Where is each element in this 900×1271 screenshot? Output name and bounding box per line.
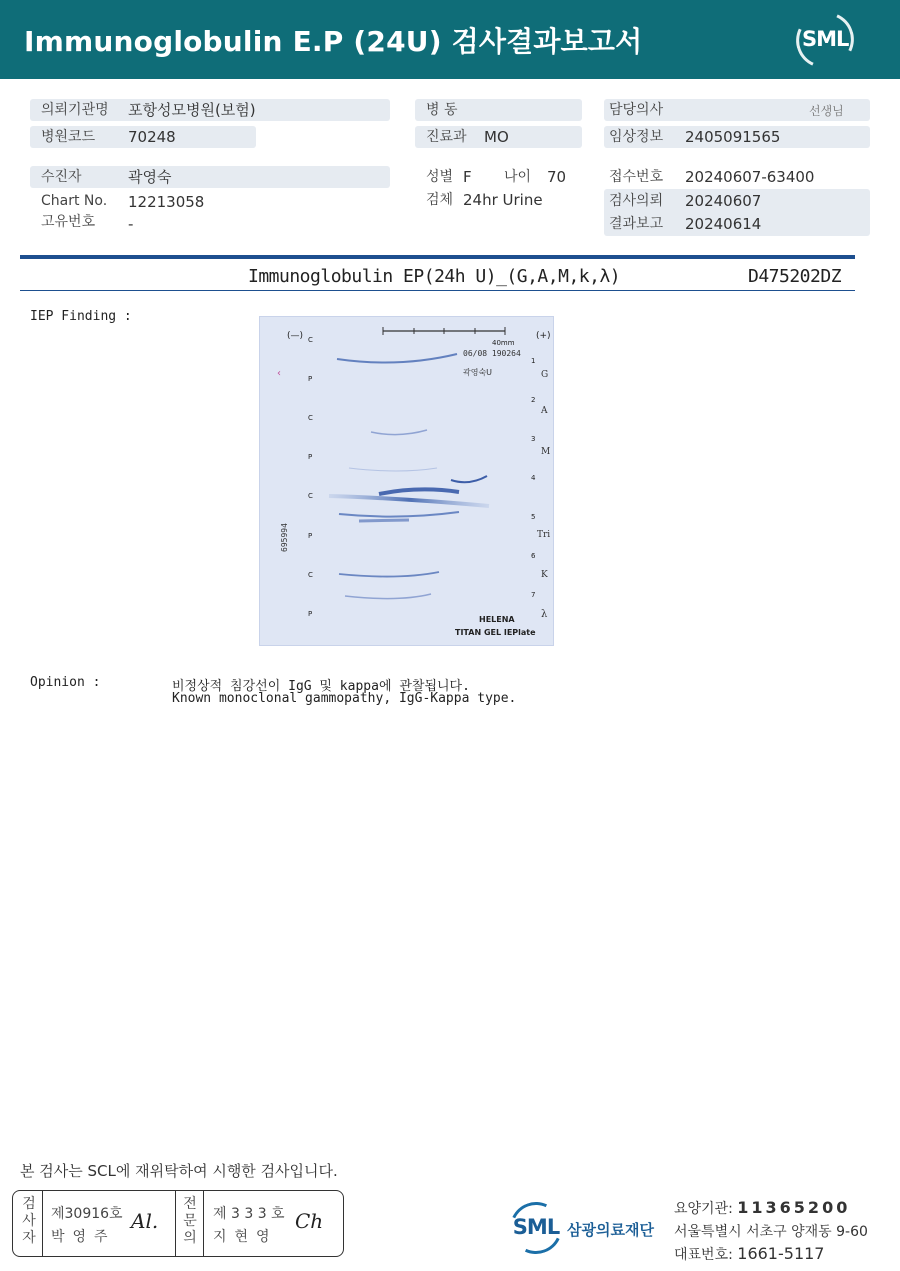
hospital-code-label: 병원코드 (41, 129, 96, 145)
dept-label: 진료과 (426, 129, 467, 145)
sml-logo (796, 12, 854, 68)
hospital-value: 포항성모병원(보험) (128, 101, 256, 119)
lane-number: 3 (531, 435, 536, 443)
test-name: Immunoglobulin EP(24h U)_(G,A,M,k,λ) (248, 266, 621, 287)
uid-label: 고유번호 (41, 214, 96, 230)
age-label: 나이 (504, 169, 532, 185)
chart-value: 12213058 (128, 193, 205, 211)
clinical-value: 2405091565 (685, 128, 781, 146)
signature-box (12, 1190, 344, 1257)
specimen-label: 검체 (426, 192, 454, 208)
hospital-label: 의뢰기관명 (41, 102, 109, 118)
well-label: C (308, 571, 313, 579)
antiserum-label: Tri (537, 530, 551, 540)
chart-label: Chart No. (41, 193, 108, 209)
test-code: D475202DZ (748, 266, 842, 287)
well-label: C (308, 492, 313, 500)
gel-marker-icon: ‹ (277, 368, 281, 379)
institution-code-value: 11365200 (737, 1198, 851, 1217)
lane-number: 7 (531, 591, 536, 599)
box-divider (42, 1191, 43, 1256)
vertical-char: 자 (22, 1230, 36, 1246)
vertical-char: 검 (22, 1196, 36, 1212)
report-value: 20240614 (685, 215, 762, 233)
examiner-signature: Al. (131, 1209, 159, 1233)
monoclonal-band-kappa (359, 520, 409, 521)
hospital-code-value: 70248 (128, 128, 176, 146)
examiner-license: 제30916호 (51, 1206, 123, 1222)
box-divider (203, 1191, 204, 1256)
antiserum-label: G (541, 370, 549, 380)
ward-label: 병 동 (426, 102, 458, 118)
lane-number: 2 (531, 396, 536, 404)
well-label: P (308, 610, 313, 618)
header-bar (0, 0, 900, 79)
vertical-char: 전 (183, 1196, 197, 1212)
gel-patient-name: 곽영숙U (463, 368, 493, 377)
sex-value: F (463, 168, 472, 186)
well-label: C (308, 336, 313, 344)
doctor-suffix: 선생님 (809, 104, 844, 118)
specialist-name: 지현영 (213, 1229, 278, 1245)
age-value: 70 (547, 168, 567, 186)
specimen-value: 24hr Urine (463, 191, 543, 209)
finding-label: IEP Finding : (30, 309, 132, 324)
examiner-name: 박영주 (51, 1229, 116, 1245)
box-divider (175, 1191, 176, 1256)
specialist-vertical-label (177, 1196, 203, 1247)
org-name: 삼광의료재단 (567, 1221, 654, 1239)
patient-row-bg (30, 166, 390, 188)
org-logo (510, 1202, 562, 1254)
specialist-license: 제 3 3 3 호 (213, 1206, 285, 1222)
antiserum-label: M (541, 447, 551, 457)
institution-code (674, 1198, 850, 1218)
request-value: 20240607 (685, 192, 762, 210)
gel-brand: HELENA (479, 615, 515, 624)
opinion-label: Opinion : (30, 675, 101, 690)
logo-text: SML (802, 27, 849, 51)
antiserum-label: A (541, 406, 548, 416)
antiserum-label: λ (541, 609, 548, 620)
org-logo-text: SML (512, 1215, 560, 1239)
org-phone (674, 1244, 824, 1264)
referral-note: 본 검사는 SCL에 재위탁하여 시행한 검사입니다. (20, 1162, 338, 1180)
specialist-signature: Ch (295, 1209, 324, 1233)
patient-label: 수진자 (41, 169, 82, 185)
antiserum-label: K (541, 570, 548, 580)
org-phone-value: 1661-5117 (737, 1244, 825, 1263)
institution-code-label: 요양기관: (674, 1201, 738, 1217)
uid-value: - (128, 215, 134, 233)
well-label: P (308, 532, 313, 540)
report-label: 결과보고 (609, 216, 664, 232)
iep-gel-image (259, 316, 554, 646)
clinical-label: 임상정보 (609, 129, 664, 145)
vertical-char: 문 (183, 1213, 197, 1229)
receipt-label: 접수번호 (609, 169, 664, 185)
lane-number: 5 (531, 513, 536, 521)
well-label: C (308, 414, 313, 422)
org-phone-label: 대표번호: (674, 1247, 738, 1263)
vertical-char: 의 (183, 1230, 197, 1246)
request-label: 검사의뢰 (609, 193, 664, 209)
opinion-line-2: Known monoclonal gammopathy, IgG-Kappa type. (172, 691, 517, 706)
section-divider (20, 255, 855, 259)
polarity-negative: (—) (287, 331, 304, 341)
lane-number: 4 (531, 474, 536, 482)
gel-side-number: 695994 (280, 523, 289, 552)
opinion-line-1: 비정상적 침강선이 IgG 및 kappa에 관찰됩니다. (172, 679, 470, 694)
gel-product: TITAN GEL IEPlate (455, 628, 536, 637)
well-label: P (308, 375, 313, 383)
gel-id: 06/08 190264 (463, 349, 521, 358)
doctor-label: 담당의사 (609, 102, 664, 118)
report-title: Immunoglobulin E.P (24U) 검사결과보고서 (24, 25, 643, 58)
dept-value: MO (484, 128, 509, 146)
gel-background (259, 316, 554, 646)
scale-label: 40mm (492, 339, 515, 347)
vertical-char: 사 (22, 1213, 36, 1229)
polarity-positive: (+) (536, 331, 551, 341)
receipt-value: 20240607-63400 (685, 168, 815, 186)
org-address: 서울특별시 서초구 양재동 9-60 (674, 1224, 868, 1240)
well-label: P (308, 453, 313, 461)
sex-label: 성별 (426, 169, 454, 185)
lane-number: 6 (531, 552, 536, 560)
section-underline (20, 290, 855, 291)
examiner-vertical-label (16, 1196, 42, 1247)
patient-value: 곽영숙 (128, 168, 172, 186)
lane-number: 1 (531, 357, 536, 365)
